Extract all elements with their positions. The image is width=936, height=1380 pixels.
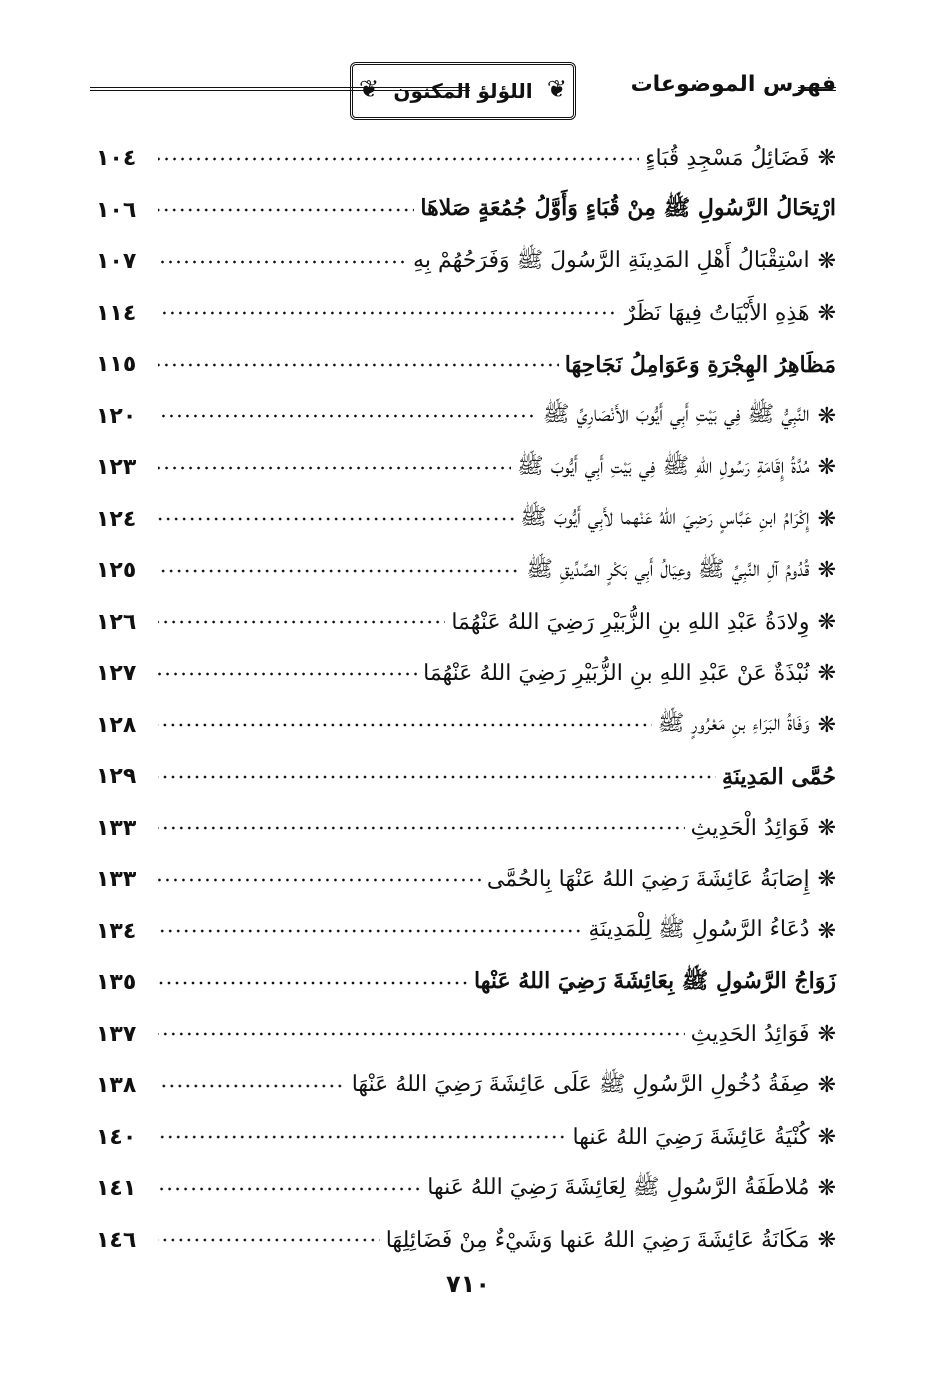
dot-leader xyxy=(158,361,559,369)
toc-entry-title: مَكَانَةُ عَائِشَةَ رَضِيَ اللهُ عَنها وَشَيْءٌ مِنْ فَضَائِلِهَا xyxy=(385,1227,810,1253)
bullet-star-icon: ❋ xyxy=(817,249,836,275)
section-title: فهرس الموضوعات xyxy=(630,72,836,97)
toc-entry xyxy=(96,803,836,855)
dot-leader xyxy=(158,1236,380,1244)
toc-entry-title: كُنْيَةُ عَائِشَةَ رَضِيَ اللهُ عَنها xyxy=(572,1124,810,1150)
toc-entry-title: وَفَاةُ البَرَاءِ بنِ مَعْرُورٍ ﷺ xyxy=(657,711,810,737)
toc-entry-page: ١٣٣ xyxy=(96,867,137,893)
bullet-star-icon: ❋ xyxy=(817,300,836,326)
toc-entry-page: ١٢٨ xyxy=(96,712,137,738)
header-rule-right xyxy=(798,87,836,91)
toc-entry-page: ١٢٦ xyxy=(96,609,137,635)
toc-entry xyxy=(96,957,836,1009)
toc-entry-page: ١٣٨ xyxy=(96,1073,137,1099)
toc-entry xyxy=(96,1112,836,1164)
toc-entry xyxy=(96,700,836,752)
toc-entry-page: ١٣٤ xyxy=(96,918,137,944)
dot-leader xyxy=(158,1133,567,1141)
ornament-icon: ❦ xyxy=(546,75,567,103)
toc-entry xyxy=(96,597,836,649)
toc-entry-title: هَذِهِ الأَبْيَاتُ فِيهَا نَظَرٌ xyxy=(624,300,810,326)
toc-entry-title: مُلاطَفَةُ الرَّسُولِ ﷺ لِعَائِشَةَ رَضِيَ اللهُ عَنها xyxy=(427,1174,810,1200)
dot-leader xyxy=(158,1030,685,1038)
toc-entry-title: فَوَائِدُ الحَدِيثِ xyxy=(690,1021,810,1047)
toc-entry-title: النَّبِيُّ ﷺ فِي بَيْتِ أَبِي أَيُّوبَ الأَنْصَارِيِّ ﷺ xyxy=(542,402,810,428)
dot-leader xyxy=(158,1185,421,1193)
toc-entry-page: ١١٤ xyxy=(96,300,137,326)
dot-leader xyxy=(158,412,537,420)
dot-leader xyxy=(158,670,417,678)
header-rule-left xyxy=(90,87,470,91)
toc-entry xyxy=(96,1060,836,1112)
toc-entry-title: قُدُومُ آلِ النَّبِيِّ ﷺ وعِيَالُ أَبِي بَكْرٍ الصِّدِّيقِ ﷺ xyxy=(526,556,810,582)
bullet-star-icon: ❋ xyxy=(817,146,836,172)
dot-leader xyxy=(158,618,445,626)
toc-entry-page: ١١٥ xyxy=(96,352,137,378)
dot-leader xyxy=(158,567,520,575)
toc-entry xyxy=(96,391,836,443)
toc-entry-title: وِلادَةُ عَبْدِ اللهِ بنِ الزُّبَيْرِ رَضِيَ اللهُ عَنْهُمَا xyxy=(451,609,810,635)
toc-entry xyxy=(96,648,836,700)
dot-leader xyxy=(158,927,582,935)
toc-entry-page: ١٢٠ xyxy=(96,403,137,429)
toc-entry-page: ١٢٥ xyxy=(96,558,137,584)
book-title: اللؤلؤ المكنون xyxy=(393,79,533,103)
dot-leader xyxy=(158,773,716,781)
toc-entry xyxy=(96,854,836,906)
toc-entry-page: ١٢٣ xyxy=(96,455,137,481)
dot-leader xyxy=(158,309,619,317)
toc-entry-title: اسْتِقْبَالُ أَهْلِ المَدِينَةِ الرَّسُولَ ﷺ وَفَرَحُهُمْ بِهِ xyxy=(413,247,810,273)
toc-entry-page: ١٢٩ xyxy=(96,764,137,790)
bullet-star-icon: ❋ xyxy=(817,1021,836,1047)
bullet-star-icon: ❋ xyxy=(817,712,836,738)
toc-entry xyxy=(96,288,836,340)
toc-entry-title: مَظَاهِرُ الهِجْرَةِ وَعَوَامِلُ نَجَاحِهَا xyxy=(564,351,836,378)
toc-entry-title: حُمَّى المَدِينَةِ xyxy=(722,763,836,790)
toc-entry-title: فَضَائِلُ مَسْجِدِ قُبَاءٍ xyxy=(645,146,810,172)
toc-entry xyxy=(96,545,836,597)
toc-entry xyxy=(96,1163,836,1215)
table-of-contents xyxy=(96,133,836,1266)
bullet-star-icon: ❋ xyxy=(817,609,836,635)
toc-entry-page: ١٣٥ xyxy=(96,970,137,996)
bullet-star-icon: ❋ xyxy=(817,1176,836,1202)
dot-leader xyxy=(158,464,511,472)
dot-leader xyxy=(158,155,639,163)
bullet-star-icon: ❋ xyxy=(817,1124,836,1150)
dot-leader xyxy=(158,824,685,832)
toc-entry-page: ١٢٤ xyxy=(96,506,137,532)
toc-entry-page: ١٤٠ xyxy=(96,1124,137,1150)
bullet-star-icon: ❋ xyxy=(817,403,836,429)
page-number: ٧١٠ xyxy=(446,1270,490,1298)
toc-entry xyxy=(96,751,836,803)
toc-entry xyxy=(96,185,836,237)
bullet-star-icon: ❋ xyxy=(817,1227,836,1253)
toc-entry-page: ١٣٣ xyxy=(96,815,137,841)
toc-entry-title: زَوَاجُ الرَّسُولِ ﷺ بِعَائِشَةَ رَضِيَ اللهُ عَنْها xyxy=(474,967,836,994)
bullet-star-icon: ❋ xyxy=(817,1073,836,1099)
dot-leader xyxy=(158,515,514,523)
toc-entry-title: إِصَابَةُ عَائِشَةَ رَضِيَ اللهُ عَنْهَا بِالحُمَّى xyxy=(486,867,810,893)
bullet-star-icon: ❋ xyxy=(817,661,836,687)
toc-entry xyxy=(96,133,836,185)
dot-leader xyxy=(158,721,652,729)
book-title-cartouche xyxy=(350,62,576,120)
toc-entry-title: صِفَةُ دُخُولِ الرَّسُولِ ﷺ عَلَى عَائِشَةَ رَضِيَ اللهُ عَنْهَا xyxy=(351,1071,810,1097)
bullet-star-icon: ❋ xyxy=(817,455,836,481)
toc-entry-page: ١٤٦ xyxy=(96,1227,137,1253)
dot-leader xyxy=(158,206,414,214)
dot-leader xyxy=(158,258,407,266)
toc-entry-title: ارْتِحَالُ الرَّسُولِ ﷺ مِنْ قُبَاءٍ وَأَوَّلُ جُمُعَةٍ صَلاهَا xyxy=(420,195,836,222)
toc-entry-title: مُدَّةُ إِقَامَةِ رَسُولِ اللهِ ﷺ فِي بَيْتِ أَبِي أَيُّوبَ ﷺ xyxy=(517,453,810,479)
toc-entry-title: إِكْرَامُ ابنِ عَبَّاسٍ رَضِيَ اللهُ عَنْهما لأَبِي أَيُّوبَ ﷺ xyxy=(520,505,810,531)
toc-entry xyxy=(96,339,836,391)
toc-entry-page: ١٣٧ xyxy=(96,1021,137,1047)
toc-entry-page: ١٢٧ xyxy=(96,661,137,687)
toc-entry xyxy=(96,906,836,958)
bullet-star-icon: ❋ xyxy=(817,815,836,841)
bullet-star-icon: ❋ xyxy=(817,918,836,944)
toc-entry-page: ١٠٦ xyxy=(96,197,137,223)
toc-entry xyxy=(96,494,836,546)
toc-entry-title: فَوَائِدُ الْحَدِيثِ xyxy=(690,815,810,841)
running-header xyxy=(90,62,836,118)
bullet-star-icon: ❋ xyxy=(817,558,836,584)
dot-leader xyxy=(158,979,468,987)
dot-leader xyxy=(158,876,481,884)
dot-leader xyxy=(158,1082,346,1090)
toc-entry-title: دُعَاءُ الرَّسُولِ ﷺ لِلْمَدِينَةِ xyxy=(588,917,810,943)
toc-entry xyxy=(96,442,836,494)
toc-entry xyxy=(96,1215,836,1267)
toc-entry-page: ١٠٤ xyxy=(96,146,137,172)
bullet-star-icon: ❋ xyxy=(817,867,836,893)
toc-entry xyxy=(96,236,836,288)
toc-entry-title: نُبْذَةٌ عَنْ عَبْدِ اللهِ بنِ الزُّبَيْرِ رَضِيَ اللهُ عَنْهُمَا xyxy=(423,661,810,687)
toc-entry xyxy=(96,1009,836,1061)
bullet-star-icon: ❋ xyxy=(817,506,836,532)
toc-entry-page: ١٠٧ xyxy=(96,249,137,275)
toc-entry-page: ١٤١ xyxy=(96,1176,137,1202)
ornament-icon: ❦ xyxy=(359,75,380,103)
